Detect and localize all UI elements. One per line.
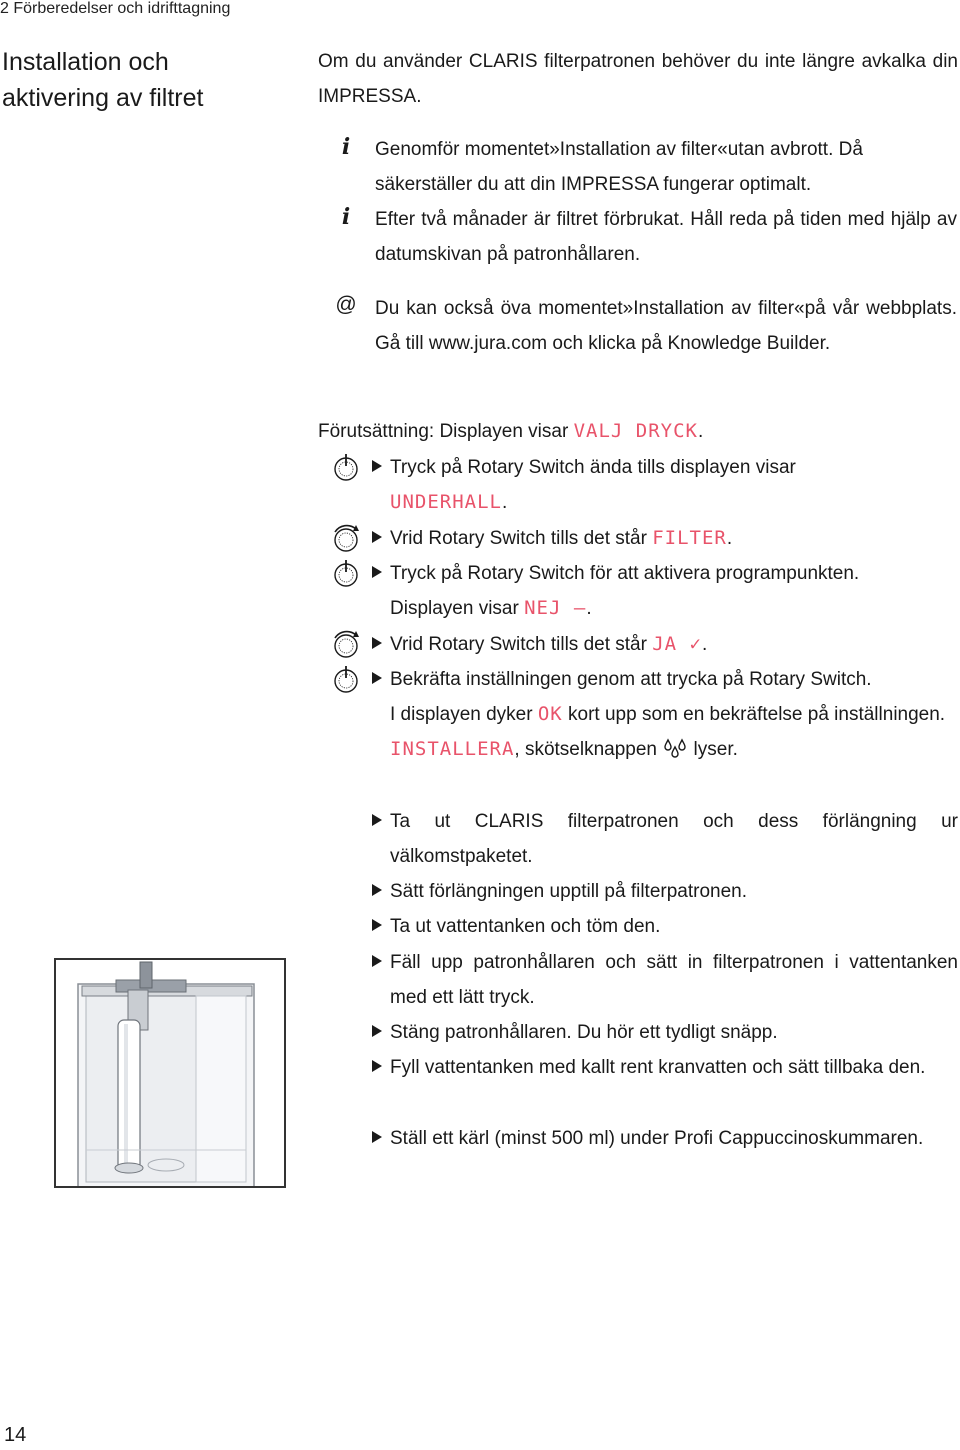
display-text: NEJ – [524, 597, 587, 619]
display-text: OK [537, 703, 563, 725]
info-icon: i [341, 134, 351, 160]
step-line2-prefix: I displayen dyker [390, 704, 538, 725]
step-item [372, 627, 958, 662]
step-instruction: Vrid Rotary Switch tills det står [390, 528, 653, 549]
step-bullet-icon [372, 884, 382, 896]
step-item [372, 662, 958, 802]
step-item [372, 1015, 958, 1050]
precondition-prefix: Förutsättning: Displayen visar [318, 421, 574, 442]
step-line3-mid: , skötselknappen [514, 739, 663, 760]
water-tank-illustration [54, 958, 286, 1188]
precondition [318, 414, 958, 449]
step-text [390, 627, 958, 662]
precondition-suffix: . [697, 421, 704, 442]
step-text: Sätt förlängningen upptill på filterpatronen. [390, 881, 748, 902]
step-instruction: Vrid Rotary Switch tills det står [390, 634, 653, 655]
display-text: INSTALLERA [390, 738, 515, 760]
note-item: Efter två månader är filtret förbrukat. Håll reda på tiden med hjälp av datumskivan på patronhållaren. [375, 209, 957, 265]
step-text [390, 556, 958, 626]
step-item [372, 804, 958, 874]
display-text: FILTER [652, 527, 727, 549]
note-item: Genomför momentet»Installation av filter«utan avbrott. Då säkerställer du att din IMPRESSA fungerar optimalt. [375, 139, 863, 195]
step-item [372, 521, 958, 556]
note-item: Du kan också öva momentet»Installation av filter«på vår webbplats. Gå till www.jura.com och klicka på Knowledge Builder. [375, 298, 957, 354]
step-bullet-icon [372, 566, 382, 578]
step-text [390, 521, 958, 556]
rotary-switch-press-icon [330, 664, 362, 696]
step-bullet-icon [372, 1060, 382, 1072]
rotary-switch-press-icon [330, 558, 362, 590]
step-item [372, 945, 958, 1015]
section-title [2, 44, 203, 116]
step-text: Fäll upp patronhållaren och sätt in filterpatronen i vattentanken med ett lätt tryck. [390, 952, 958, 1008]
step-suffix: . [501, 492, 508, 513]
step-item [372, 450, 958, 520]
step-text: Ställ ett kärl (minst 500 ml) under Profi Cappuccinoskummaren. [390, 1128, 924, 1149]
display-text: UNDERHALL [390, 491, 502, 513]
step-item [372, 909, 958, 944]
intro-paragraph: Om du använder CLARIS filterpatronen behöver du inte längre avkalka din IMPRESSA. [318, 51, 958, 107]
step-line2-prefix: Displayen visar [390, 598, 525, 619]
step-suffix: . [726, 528, 733, 549]
step-instruction: Bekräfta inställningen genom att trycka på Rotary Switch. [390, 669, 872, 690]
step-item [372, 1121, 958, 1191]
step-text [390, 450, 958, 520]
step-bullet-icon [372, 1131, 382, 1143]
at-sign-icon: @ [335, 293, 357, 316]
step-bullet-icon [372, 919, 382, 931]
step-item [372, 556, 958, 626]
step-text: Ta ut CLARIS filterpatronen och dess förlängning ur välkomstpaketet. [390, 811, 958, 867]
rotary-switch-rotate-icon [330, 523, 362, 555]
step-item [372, 1050, 958, 1120]
info-icon: i [341, 204, 351, 230]
step-bullet-icon [372, 814, 382, 826]
display-text: VALJ DRYCK [573, 420, 698, 442]
step-text: Fyll vattentanken med kallt rent kranvatten och sätt tillbaka den. [390, 1057, 926, 1078]
step-bullet-icon [372, 637, 382, 649]
step-line3-suffix: lyser. [688, 739, 738, 760]
care-button-icon [662, 738, 688, 758]
step-bullet-icon [372, 672, 382, 684]
step-text: Ta ut vattentanken och töm den. [390, 916, 661, 937]
section-title-line-1: Installation och [2, 48, 169, 76]
step-line2-suffix: kort upp som en bekräftelse på inställningen. [562, 704, 946, 725]
step-text [390, 662, 958, 767]
step-item [372, 874, 958, 909]
step-bullet-icon [372, 1025, 382, 1037]
chapter-header: 2 Förberedelser och idrifttagning [0, 0, 231, 17]
section-title-line-2: aktivering av filtret [2, 84, 204, 112]
page-number: 14 [4, 1424, 27, 1446]
water-tank-filter-drawing [56, 960, 284, 1186]
step-suffix: . [586, 598, 592, 619]
step-bullet-icon [372, 460, 382, 472]
step-bullet-icon [372, 955, 382, 967]
step-suffix: . [701, 634, 708, 655]
display-text: JA ✓ [652, 633, 702, 655]
rotary-switch-rotate-icon [330, 629, 362, 661]
step-instruction: Tryck på Rotary Switch för att aktivera programpunkten. [390, 563, 860, 584]
rotary-switch-press-icon [330, 452, 362, 484]
step-text: Stäng patronhållaren. Du hör ett tydligt snäpp. [390, 1022, 778, 1043]
step-bullet-icon [372, 531, 382, 543]
step-instruction: Tryck på Rotary Switch ända tills displayen visar [390, 457, 796, 478]
